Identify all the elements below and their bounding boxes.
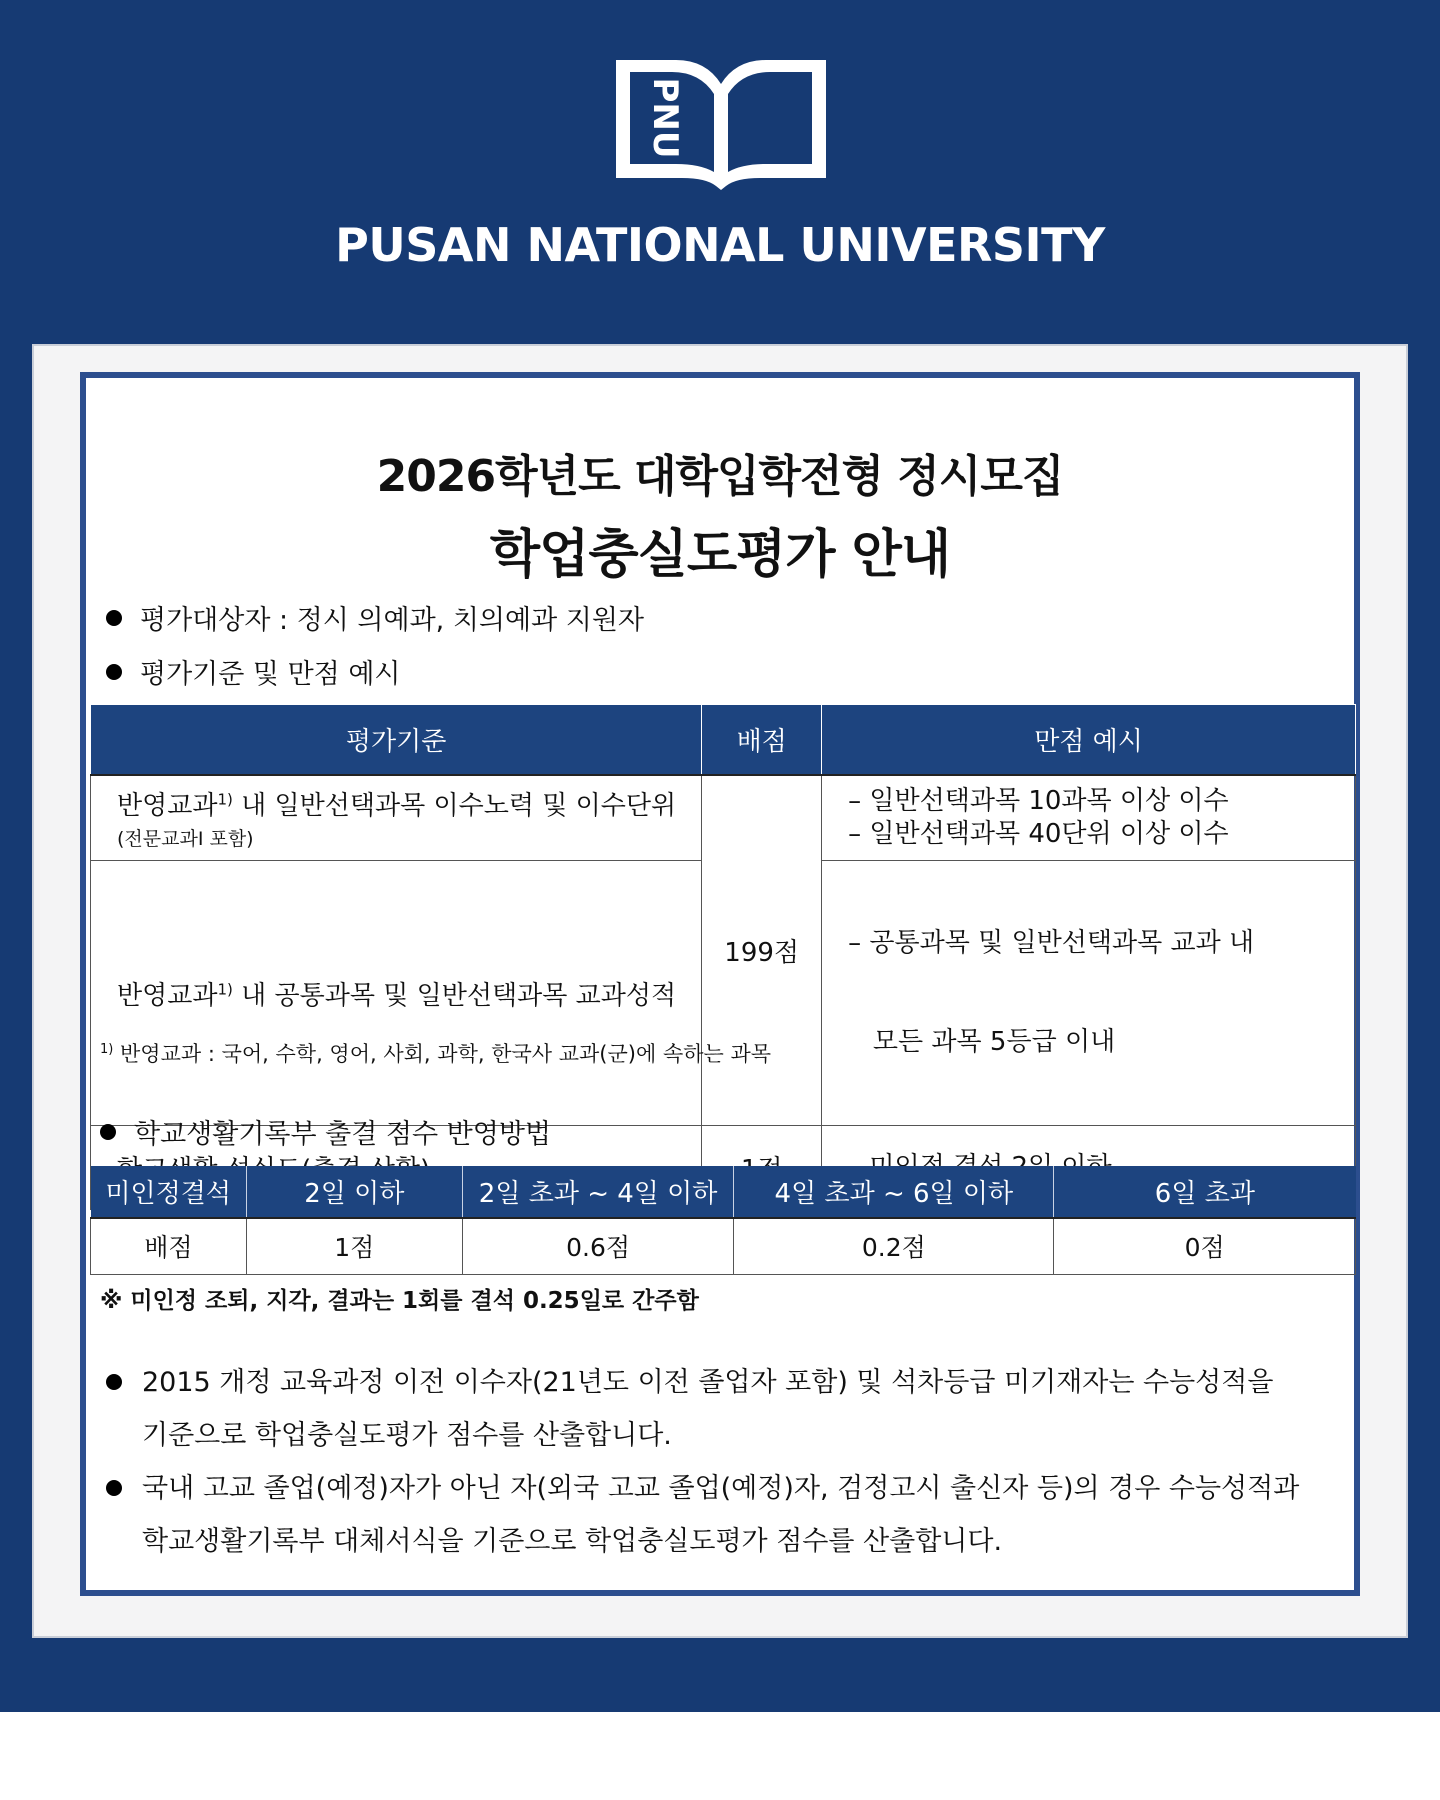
row-label: 배점 xyxy=(91,1218,247,1274)
criterion-cell xyxy=(91,775,702,861)
example-line: – 일반선택과목 40단위 이상 이수 xyxy=(848,818,1229,849)
attendance-note: ※ 미인정 조퇴, 지각, 결과는 1회를 결석 0.25일로 간주함 xyxy=(100,1288,699,1314)
criterion-subtext: (전문교과Ⅰ 포함) xyxy=(117,827,254,850)
attendance-table xyxy=(90,1166,1356,1275)
header-range: 6일 초과 xyxy=(1054,1166,1356,1218)
score-cell: 0.6점 xyxy=(462,1218,734,1274)
bullet-dot-icon xyxy=(106,664,122,680)
attendance-table-header xyxy=(91,1166,1356,1218)
header-criteria: 평가기준 xyxy=(91,705,702,775)
bullet-dot-icon xyxy=(106,610,122,626)
paragraph-line: 학교생활기록부 대체서식을 기준으로 학업충실도평가 점수를 산출합니다. xyxy=(142,1526,1003,1557)
example-line: 모든 과목 5등급 이내 xyxy=(848,1027,1116,1057)
footnote-marker: 1) xyxy=(100,1042,114,1057)
criterion-text: 반영교과 xyxy=(117,980,218,1011)
header-score: 배점 xyxy=(702,705,822,775)
table-row xyxy=(91,1218,1356,1274)
score-cell: 0.2점 xyxy=(734,1218,1054,1274)
university-name: PUSAN NATIONAL UNIVERSITY xyxy=(335,218,1105,272)
paragraph-line: 기준으로 학업충실도평가 점수를 산출합니다. xyxy=(142,1420,672,1451)
logo-text: PNU xyxy=(645,77,685,159)
criterion-text-rest: 내 일반선택과목 이수노력 및 이수단위 xyxy=(232,790,677,821)
score-cell: 0점 xyxy=(1054,1218,1356,1274)
bullet-dot-icon xyxy=(106,1374,122,1390)
example-line: – 일반선택과목 10과목 이상 이수 xyxy=(848,785,1229,816)
paragraph-1 xyxy=(106,1356,1356,1462)
footnote-marker: 1) xyxy=(217,790,233,809)
criterion-text: 반영교과 xyxy=(117,790,218,821)
content-panel xyxy=(80,372,1360,1596)
paragraph-2 xyxy=(106,1462,1356,1568)
bullet-dot-icon xyxy=(106,1480,122,1496)
header-range: 4일 초과 ~ 6일 이하 xyxy=(734,1166,1054,1218)
page-title: 2026학년도 대학입학전형 정시모집 xyxy=(376,451,1064,502)
criteria-table-header xyxy=(91,705,1356,775)
page-subtitle: 학업충실도평가 안내 xyxy=(489,525,951,585)
footnote xyxy=(100,1038,771,1068)
example-line: – 공통과목 및 일반선택과목 교과 내 xyxy=(848,928,1255,958)
header-example: 만점 예시 xyxy=(822,705,1356,775)
attendance-heading: 학교생활기록부 출결 점수 반영방법 xyxy=(134,1119,551,1150)
bullet-criteria-text: 평가기준 및 만점 예시 xyxy=(140,659,401,690)
footnote-marker: 1) xyxy=(217,979,233,998)
bullet-attendance xyxy=(100,1112,551,1151)
example-cell xyxy=(822,775,1356,861)
paragraph-line: 국내 고교 졸업(예정)자가 아닌 자(외국 고교 졸업(예정)자, 검정고시 출신자 등)의 경우 수능성적과 xyxy=(142,1473,1300,1504)
score-cell: 1점 xyxy=(246,1218,462,1274)
bullet-target-text: 평가대상자 : 정시 의예과, 치의예과 지원자 xyxy=(140,605,644,636)
bullet-dot-icon xyxy=(100,1124,116,1140)
criterion-text-rest: 내 공통과목 및 일반선택과목 교과성적 xyxy=(232,980,677,1011)
criterion-cell xyxy=(91,861,702,1126)
header-absence: 미인정결석 xyxy=(91,1166,247,1218)
pnu-book-logo xyxy=(610,54,832,190)
example-cell xyxy=(822,861,1356,1126)
header-range: 2일 초과 ~ 4일 이하 xyxy=(462,1166,734,1218)
shared-score-cell: 199점 xyxy=(702,775,822,1126)
footnote-text: 반영교과 : 국어, 수학, 영어, 사회, 과학, 한국사 교과(군)에 속하는 과목 xyxy=(113,1042,772,1066)
table-row xyxy=(91,775,1356,861)
bullet-target xyxy=(106,598,644,637)
bullet-criteria xyxy=(106,652,401,691)
paragraph-line: 2015 개정 교육과정 이전 이수자(21년도 이전 졸업자 포함) 및 석차등급 미기재자는 수능성적을 xyxy=(142,1367,1274,1398)
header-range: 2일 이하 xyxy=(246,1166,462,1218)
